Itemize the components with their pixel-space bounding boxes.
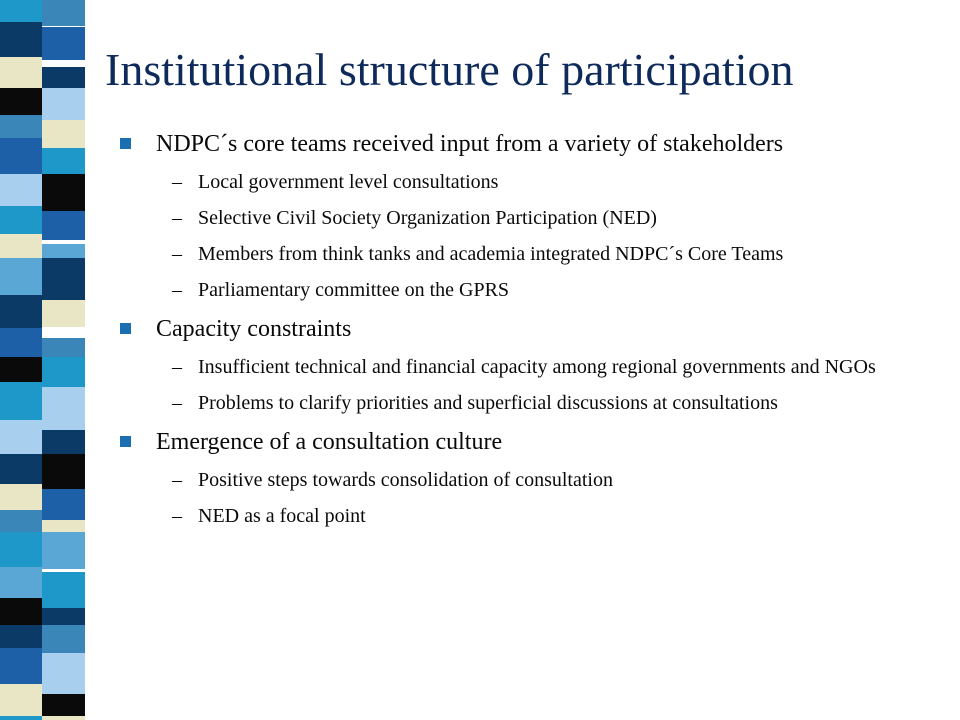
stripe-block	[0, 420, 42, 454]
stripe-block	[0, 115, 42, 138]
stripe-block	[42, 211, 85, 240]
sub-item	[120, 505, 940, 528]
stripe-block	[0, 234, 42, 258]
stripe-block	[42, 387, 85, 435]
stripe-block	[0, 174, 42, 206]
stripe-block	[0, 88, 42, 115]
dash-icon: –	[172, 392, 182, 414]
sub-item-text: NED as a focal point	[198, 505, 366, 527]
stripe-graphic	[0, 0, 110, 720]
slide-content	[120, 130, 940, 541]
dash-icon: –	[172, 505, 182, 527]
stripe-block	[0, 57, 42, 88]
square-bullet-icon	[120, 436, 131, 447]
sub-item-text: Selective Civil Society Organization Participation (NED)	[198, 207, 657, 229]
stripe-block	[0, 22, 42, 57]
stripe-block	[42, 454, 85, 493]
stripe-block	[42, 258, 85, 301]
dash-icon: –	[172, 207, 182, 229]
dash-icon: –	[172, 469, 182, 491]
square-bullet-icon	[120, 138, 131, 149]
stripe-block	[0, 532, 42, 567]
sub-item	[120, 356, 940, 379]
stripe-block	[42, 300, 85, 327]
bullet-text: Emergence of a consultation culture	[156, 429, 503, 455]
sub-item-text: Members from think tanks and academia integrated NDPC´s Core Teams	[198, 243, 784, 265]
stripe-block	[0, 382, 42, 420]
stripe-block	[0, 258, 42, 295]
sub-item	[120, 207, 940, 230]
stripe-block	[0, 684, 42, 716]
bullet-item	[120, 315, 940, 343]
stripe-block	[0, 716, 42, 720]
sub-item	[120, 171, 940, 194]
stripe-block	[0, 510, 42, 532]
square-bullet-icon	[120, 323, 131, 334]
stripe-block	[0, 567, 42, 598]
stripe-block	[0, 648, 42, 684]
bullet-item	[120, 428, 940, 456]
dash-icon: –	[172, 171, 182, 193]
bullet-text: NDPC´s core teams received input from a variety of stakeholders	[156, 131, 784, 157]
bullet-item	[120, 130, 940, 158]
slide-title: Institutional structure of participation	[105, 44, 794, 95]
stripe-block	[42, 120, 85, 151]
sub-item-text: Insufficient technical and financial capacity among regional governments and NGOs	[198, 356, 876, 378]
bullet-text: Capacity constraints	[156, 316, 352, 342]
stripe-block	[0, 625, 42, 648]
stripe-block	[0, 295, 42, 328]
dash-icon: –	[172, 356, 182, 378]
sub-item	[120, 279, 940, 302]
sub-item	[120, 243, 940, 266]
sub-item	[120, 469, 940, 492]
section-capacity	[120, 315, 940, 415]
dash-icon: –	[172, 243, 182, 265]
stripe-block	[0, 138, 42, 174]
sub-item-text: Positive steps towards consolidation of consultation	[198, 469, 613, 491]
stripe-block	[0, 598, 42, 625]
sub-item	[120, 392, 940, 415]
stripe-block	[0, 328, 42, 357]
stripe-block	[42, 653, 85, 695]
dash-icon: –	[172, 279, 182, 301]
stripe-block	[0, 357, 42, 382]
stripe-block	[0, 484, 42, 510]
stripe-edge	[85, 0, 110, 720]
stripe-block	[0, 0, 42, 22]
stripe-block	[42, 532, 85, 569]
sub-item-text: Local government level consultations	[198, 171, 499, 193]
sub-item-text: Problems to clarify priorities and superficial discussions at consultations	[198, 392, 778, 414]
stripe-block	[0, 206, 42, 234]
section-culture	[120, 428, 940, 528]
section-stakeholders	[120, 130, 940, 302]
sub-item-text: Parliamentary committee on the GPRS	[198, 279, 510, 301]
stripe-block	[42, 27, 85, 60]
stripe-block	[42, 716, 85, 720]
stripe-block	[0, 454, 42, 484]
decorative-stripe	[0, 0, 110, 720]
stripe-block	[42, 0, 85, 26]
